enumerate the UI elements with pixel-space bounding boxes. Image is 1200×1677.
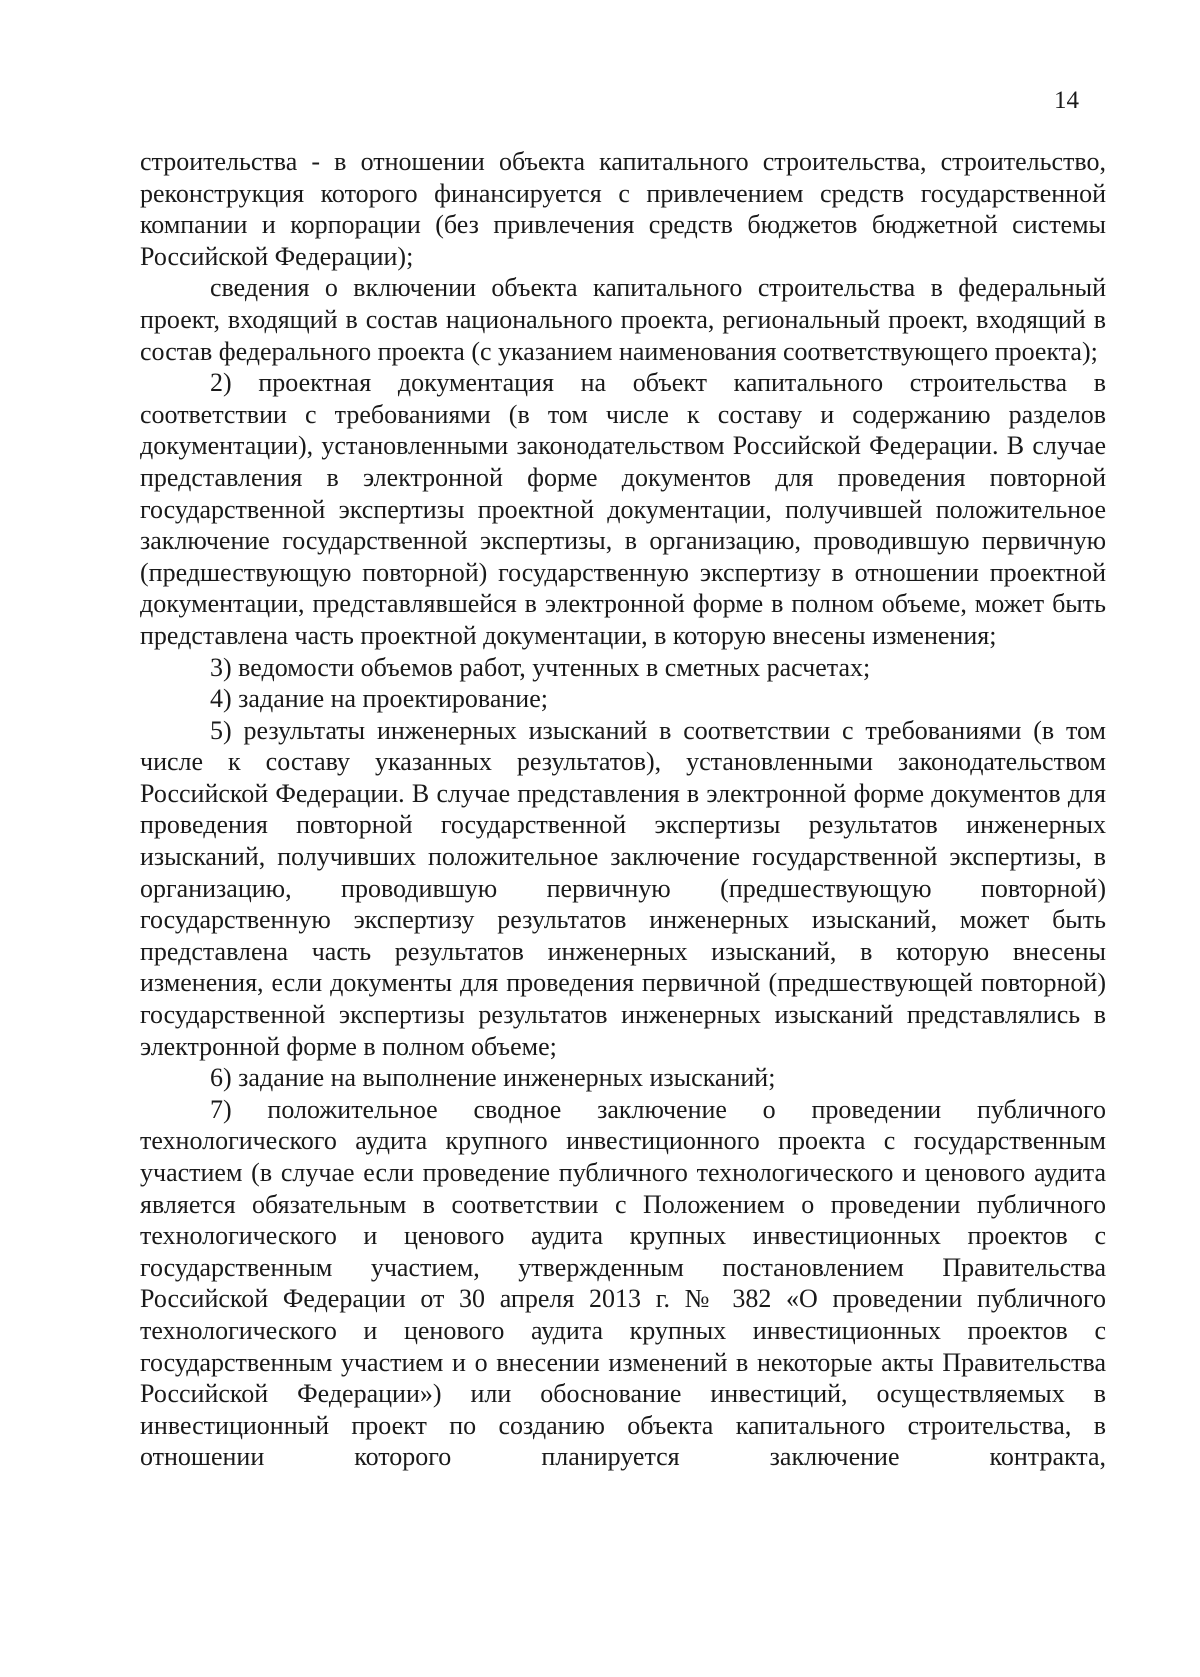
paragraph-item-5-engineering-surveys: 5) результаты инженерных изысканий в соответствии с требованиями (в том числе к составу указанных результатов), установленными законодательством Российской Федерации. В случае представления в электронной форме документов для проведения повторной государственной экспертизы результатов инженерных изысканий, получивших положительное заключение государственной экспертизы, в организацию, проводившую первичную (предшествующую повторной) государственную экспертизу результатов инженерных изысканий, может быть представлена часть результатов инженерных изысканий, в которую внесены изменения, если документы для проведения первичной (предшествующей повторной) государственной экспертизы результатов инженерных изысканий представлялись в электронной форме в полном объеме; (140, 715, 1106, 1061)
page-number: 14 (1054, 87, 1079, 114)
paragraph-continuation: строительства - в отношении объекта капитального строительства, строительство, реконструкция которого финансируется с привлечением средств государственной компании и корпорации (без привлечения средств бюджетов бюджетной системы Российской Федерации); (140, 147, 1106, 271)
paragraph-item-2-project-documentation: 2) проектная документация на объект капитального строительства в соответствии с требованиями (в том числе к составу и содержанию разделов документации), установленными законодательством Российской Федерации. В случае представления в электронной форме документов для проведения повторной государственной экспертизы проектной документации, получившей положительное заключение государственной экспертизы, в организацию, проводившую первичную (предшествующую повторной) государственную экспертизу в отношении проектной документации, представлявшейся в электронной форме в полном объеме, может быть представлена часть проектной документации, в которую внесены изменения; (140, 368, 1106, 650)
paragraph-item-7-technology-audit: 7) положительное сводное заключение о проведении публичного технологического аудита крупного инвестиционного проекта с государственным участием (в случае если проведение публичного технологического и ценового аудита является обязательным в соответствии с Положением о проведении публичного технологического и ценового аудита крупных инвестиционных проектов с государственным участием, утвержденным постановлением Правительства Российской Федерации от 30 апреля 2013 г. № 382 «О проведении публичного технологического и ценового аудита крупных инвестиционных проектов с государственным участием и о внесении изменений в некоторые акты Правительства Российской Федерации») или обоснование инвестиций, осуществляемых в инвестиционный проект по созданию объекта капитального строительства, в отношении которого планируется заключение контракта, (140, 1094, 1106, 1472)
paragraph-item-6-survey-assignment: 6) задание на выполнение инженерных изысканий; (210, 1063, 776, 1093)
paragraph-item-4-design-assignment: 4) задание на проектирование; (210, 684, 548, 714)
paragraph-item-3-work-volumes: 3) ведомости объемов работ, учтенных в сметных расчетах; (210, 652, 871, 682)
document-body (140, 146, 1106, 1473)
paragraph-federal-project-info: сведения о включении объекта капитального строительства в федеральный проект, входящий в состав национального проекта, региональный проект, входящий в состав федерального проекта (с указанием наименования соответствующего проекта); (140, 273, 1106, 366)
